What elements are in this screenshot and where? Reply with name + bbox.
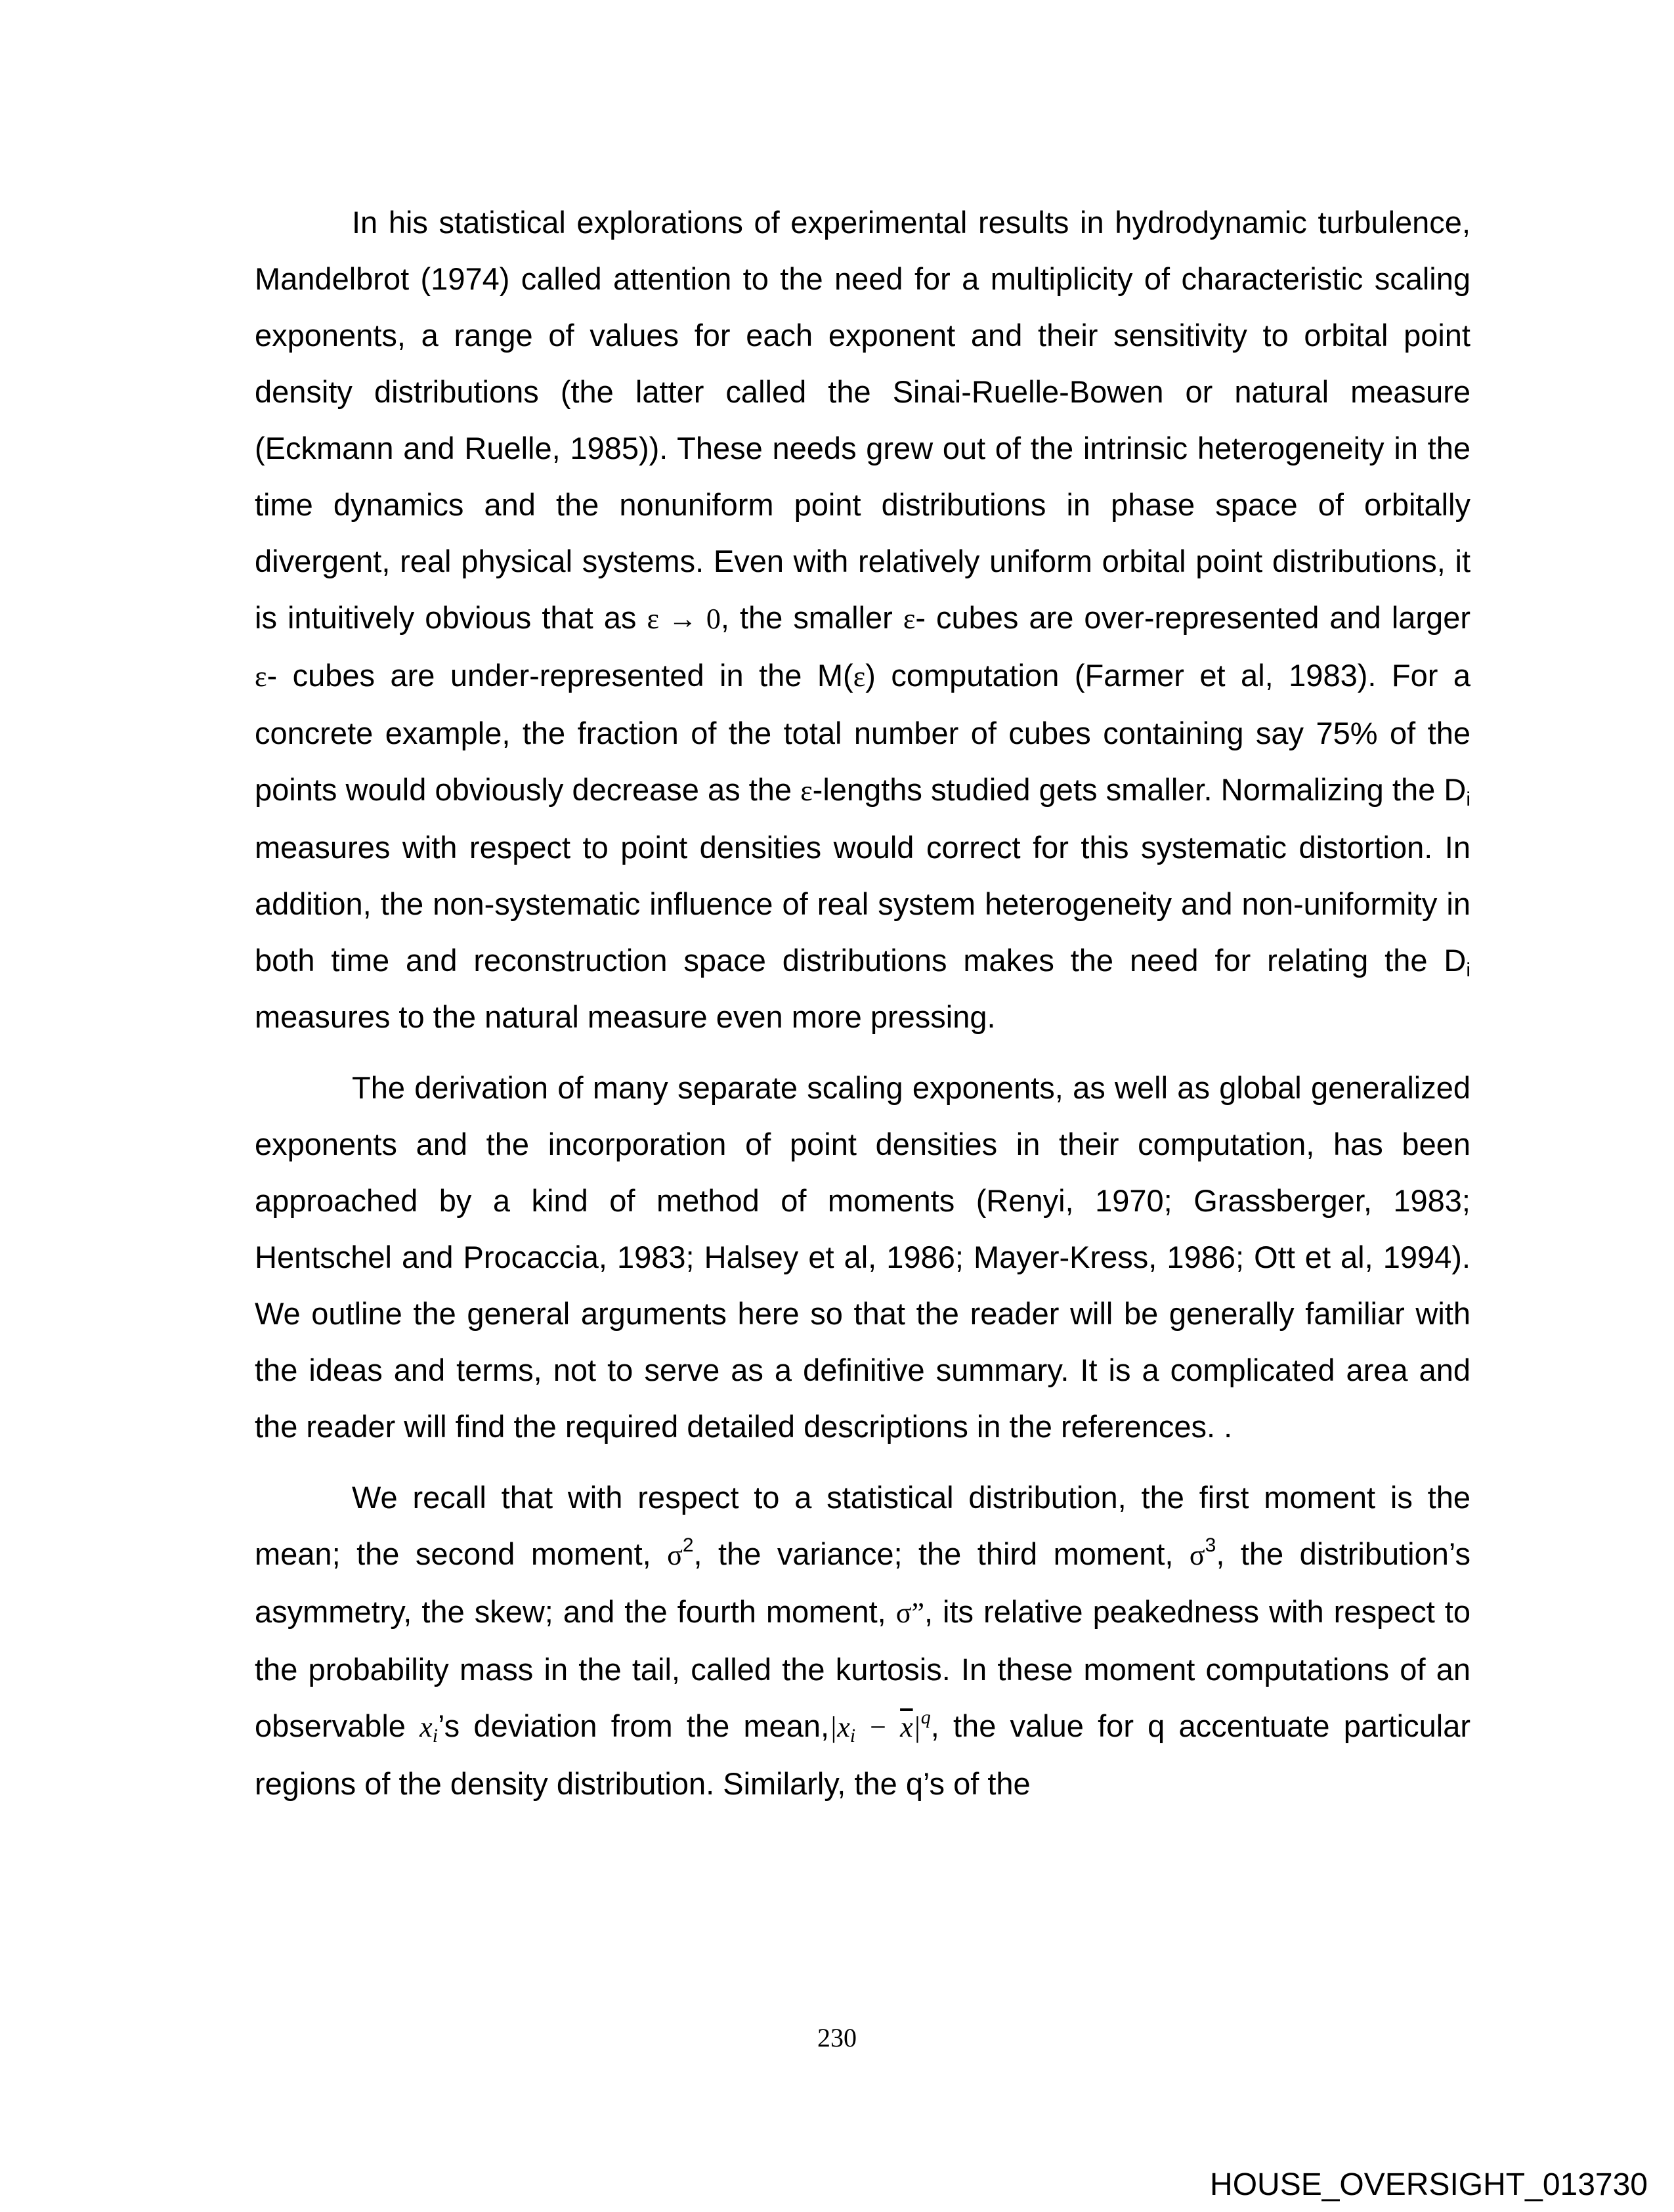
subscript: i (1466, 789, 1470, 810)
text-run: In his statistical explorations of experimental results in hydrodynamic turbulence, Mandelbrot (1974) called attention to the need for a multiplicity of characteristic scaling exponents, a range of values for each exponent and their sensitivity to orbital point density distributions (the latter called the Sinai-Ruelle-Bowen or natural measure (Eckmann and Ruelle, 1985)). These needs grew out of the intrinsic heterogeneity in the time dynamics and the nonuniform point distributions in phase space of orbitally divergent, real physical systems. Even with relatively uniform orbital point distributions, it is intuitively obvious that as (255, 205, 1470, 635)
greek-symbol: ε (255, 661, 267, 693)
body-text (255, 194, 1470, 1812)
text-run: ) computation (Farmer et al, 1983). For a concrete example, the fraction of the total number of cubes containing say 75% of the points would obviously decrease as the (255, 658, 1471, 807)
text-run: measures with respect to point densities would correct for this systematic distortion. In addition, the non-systematic influence of real system heterogeneity and non-uniformity in both time and reconstruction space distributions makes the need for relating the D (255, 830, 1470, 978)
paragraph-3 (255, 1469, 1470, 1812)
greek-symbol: σ” (895, 1597, 924, 1629)
greek-symbol: σ (667, 1539, 683, 1571)
paragraph-2 (255, 1060, 1470, 1455)
text-run: The derivation of many separate scaling exponents, as well as global generalized exponents and the incorporation of point densities in their computation, has been approached by a kind of method of moments (Renyi, 1970; Grassberger, 1983; Hentschel and Procaccia, 1983; Halsey et al, 1986; Mayer-Kress, 1986; Ott et al, 1994). We outline the general arguments here so that the reader will be generally familiar with the ideas and terms, not to serve as a definitive summary. It is a complicated area and the reader will find the required detailed descriptions in the references. . (255, 1070, 1470, 1444)
superscript: 3 (1205, 1534, 1216, 1556)
subscript: i (1466, 959, 1470, 981)
paragraph-1 (255, 194, 1470, 1045)
text-run: measures to the natural measure even more pressing. (255, 999, 996, 1034)
text-run: - cubes are under-represented in the M( (267, 658, 853, 693)
math-expression: − (855, 1711, 901, 1743)
text-run: We recall that with respect to a statistical distribution, the first moment is the mean; the second moment, (255, 1480, 1470, 1571)
math-superscript: q (920, 1706, 931, 1728)
math-expression: |x (829, 1711, 850, 1743)
greek-symbol: ε (903, 603, 916, 635)
greek-symbol: ε (853, 661, 866, 693)
text-run: , its relative peakedness with respect to the probability mass in the tail, called the kurtosis. In these moment computations of an observable (255, 1594, 1470, 1743)
greek-symbol: ε (800, 775, 813, 807)
math-mean-symbol: $\overline{x}$ (900, 1711, 913, 1743)
math-subscript: i (849, 1725, 856, 1746)
greek-symbol: ε → 0 (647, 603, 721, 635)
text-run: , the distribution’s asymmetry, the skew; and the fourth moment, (255, 1536, 1470, 1629)
text-run: , the variance; the third moment, (693, 1536, 1190, 1571)
greek-symbol: σ (1189, 1539, 1205, 1571)
math-expression: x (419, 1711, 433, 1743)
bates-number: HOUSE_OVERSIGHT_013730 (1210, 2167, 1648, 2202)
math-subscript: i (432, 1725, 439, 1746)
text-run: , the value for q accentuate particular regions of the density distribution. Similarly, the q’s of the (255, 1708, 1470, 1801)
page-number: 230 (817, 2023, 857, 2052)
text-run: ’s deviation from the mean, (438, 1708, 830, 1743)
text-run: - cubes are over-represented and larger (915, 600, 1470, 635)
text-run: , the smaller (720, 600, 903, 635)
math-expression: | (912, 1711, 921, 1743)
text-run: -lengths studied gets smaller. Normalizing the D (812, 772, 1467, 807)
superscript: 2 (682, 1534, 694, 1556)
